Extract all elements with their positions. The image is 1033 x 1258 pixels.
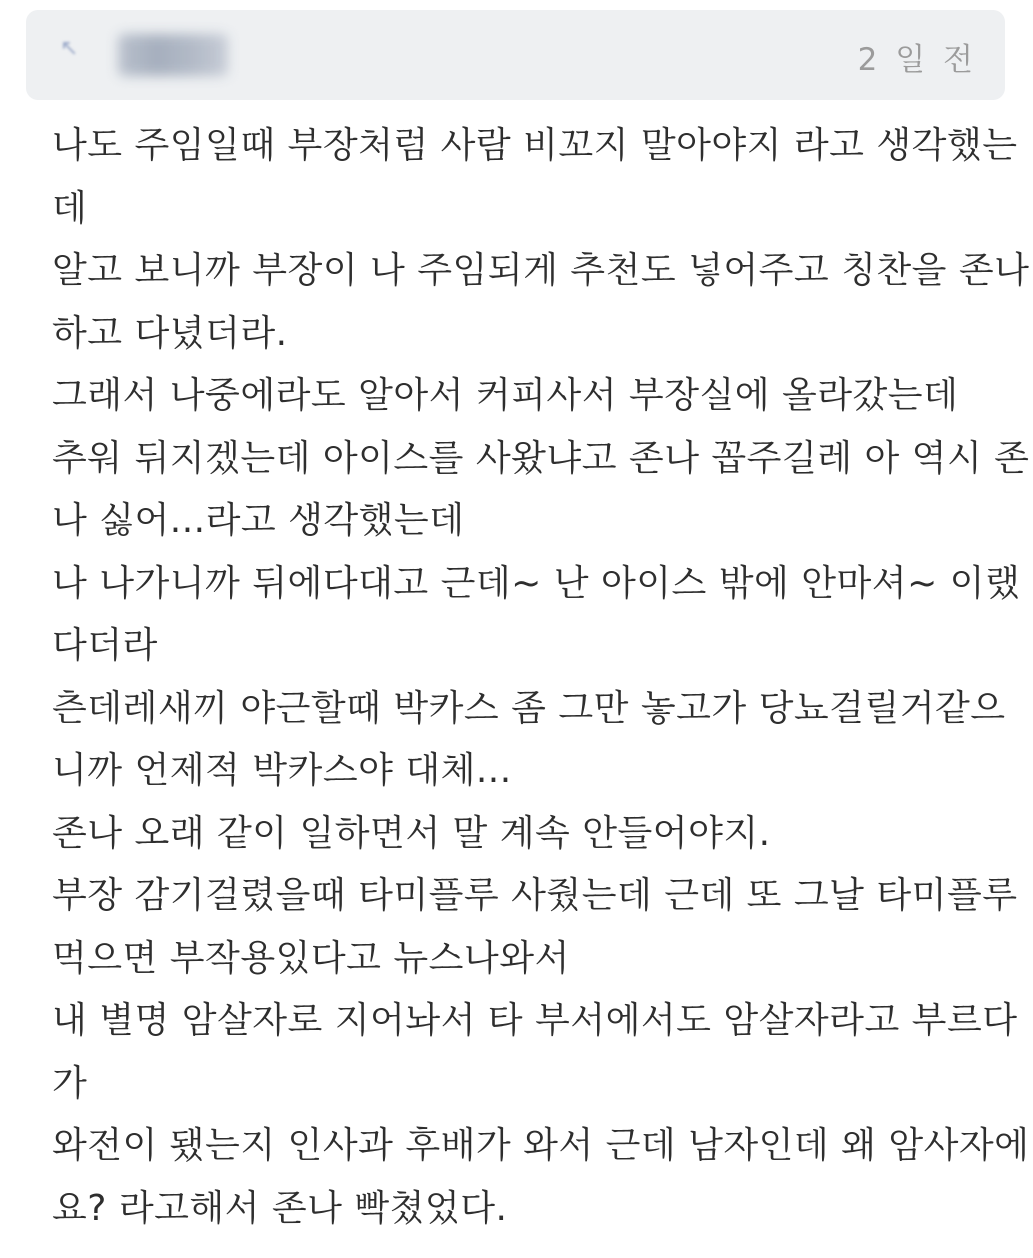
- comment-body: [52, 115, 1030, 1240]
- comment-line: 부장 감기걸렸을때 타미플루 사줬는데 근데 또 그날 타미플루: [52, 875, 1018, 916]
- comment-line: 내 별명 암살자로 지어놔서 타 부서에서도 암살자라고 부르다: [52, 1000, 1018, 1041]
- comment-line: 알고 보니까 부장이 나 주임되게 추천도 넣어주고 칭찬을 존나: [52, 250, 1030, 291]
- comment-line: 츤데레새끼 야근할때 박카스 좀 그만 놓고가 당뇨걸릴거같으: [52, 687, 1006, 729]
- comment-timestamp: 2 일 전: [857, 42, 977, 78]
- comment-line: 그래서 나중에라도 알아서 커피사서 부장실에 올라갔는데: [52, 375, 959, 416]
- user-avatar-icon[interactable]: ↖: [60, 36, 79, 61]
- comment-line: 니까 언제적 박카스야 대체...: [52, 750, 512, 791]
- comment-line: 나도 주임일때 부장처럼 사람 비꼬지 말아야지 라고 생각했는: [52, 125, 1018, 166]
- comment-line: 나 싫어...라고 생각했는데: [52, 500, 465, 541]
- comment-line: 존나 오래 같이 일하면서 말 계속 안들어야지.: [52, 812, 771, 854]
- comment-line: 요? 라고해서 존나 빡쳤었다.: [52, 1187, 508, 1229]
- comment-line: 가: [52, 1062, 88, 1104]
- comment-line: 먹으면 부작용있다고 뉴스나와서: [52, 937, 570, 979]
- comment-line: 하고 다녔더라.: [52, 312, 288, 354]
- comment-header: [26, 10, 1005, 100]
- comment-line: 나 나가니까 뒤에다대고 근데~ 난 아이스 밖에 안마셔~ 이랬: [52, 562, 1021, 604]
- comment-line: 와전이 됐는지 인사과 후배가 와서 근데 남자인데 왜 암사자에: [52, 1125, 1030, 1166]
- comment-line: 추워 뒤지겠는데 아이스를 사왔냐고 존나 꼽주길레 아 역시 존: [52, 437, 1030, 479]
- author-name-blurred[interactable]: [118, 34, 228, 76]
- comment-line: 다더라: [52, 625, 158, 666]
- comment-line: 데: [52, 187, 88, 229]
